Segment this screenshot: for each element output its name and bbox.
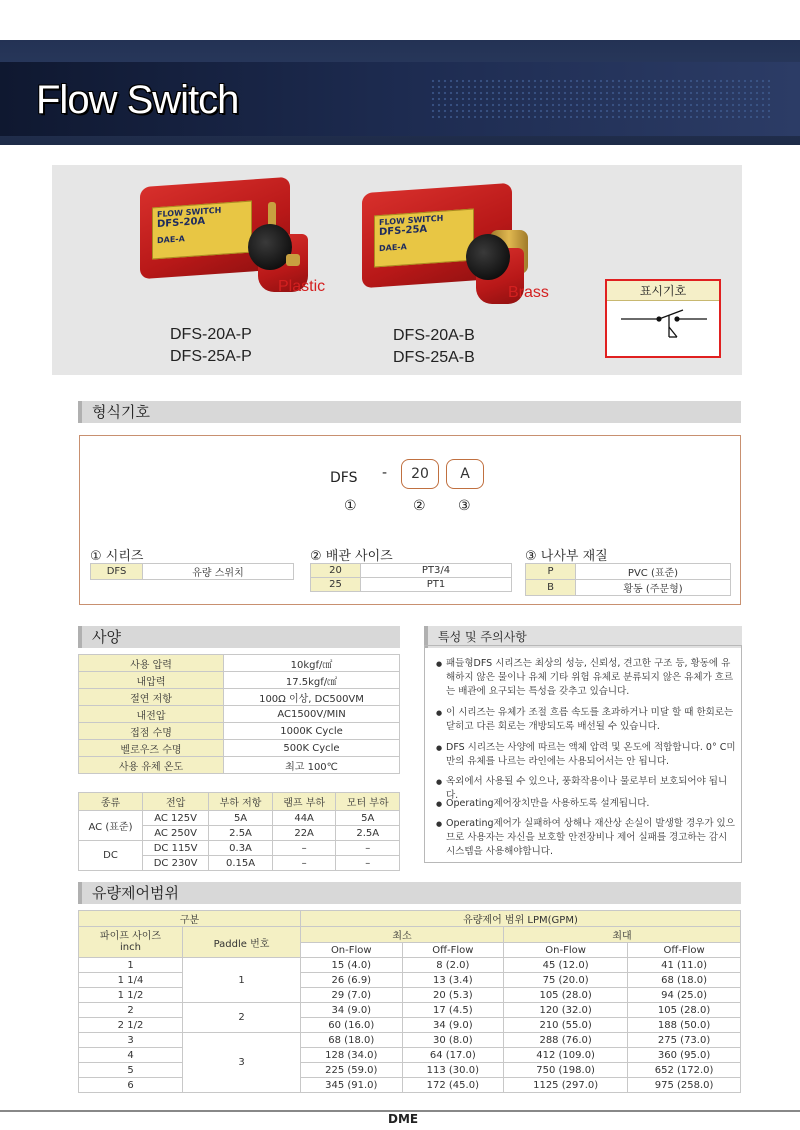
table-row — [79, 1003, 741, 1018]
column-header: 램프 부하 — [272, 793, 336, 811]
brass-models — [393, 325, 475, 369]
device-label-brand: DAE-A — [379, 242, 407, 254]
table-cell: 15 (4.0) — [301, 958, 403, 973]
column-header: On-Flow — [504, 943, 628, 958]
note-item: ● 옥외에서 사용될 수 있으나, 풍화작용이나 물로부터 보호되어야 됩니다. — [436, 775, 736, 803]
type-cell: DC — [79, 841, 143, 871]
column-header: 전압 — [143, 793, 209, 811]
table-cell: 225 (59.0) — [301, 1063, 403, 1078]
device-label-model: DFS-25A — [379, 223, 428, 239]
table-cell: 1 — [79, 958, 183, 973]
table-cell: 29 (7.0) — [301, 988, 403, 1003]
table-cell: PT1 — [361, 578, 512, 592]
table-cell: 황동 (주문형) — [576, 580, 731, 596]
column-header: 종류 — [79, 793, 143, 811]
table-cell: 20 (5.3) — [402, 988, 504, 1003]
spec-label: 내압력 — [79, 672, 224, 689]
table-cell: 34 (9.0) — [402, 1018, 504, 1033]
table-cell: 750 (198.0) — [504, 1063, 628, 1078]
table-cell: 45 (12.0) — [504, 958, 628, 973]
page-header — [0, 0, 800, 145]
pipe-size-table — [310, 563, 512, 592]
table-cell: 68 (18.0) — [301, 1033, 403, 1048]
table-cell: DC 230V — [143, 856, 209, 871]
column-header: On-Flow — [301, 943, 403, 958]
table-cell: B — [526, 580, 576, 596]
table-cell: 26 (6.9) — [301, 973, 403, 988]
column-header: 최대 — [504, 927, 741, 943]
table-cell: PVC (표준) — [576, 564, 731, 580]
table-row — [79, 757, 400, 774]
device-label — [374, 209, 474, 268]
device-label-top: FLOW SWITCH — [157, 205, 222, 220]
model-name: DFS-25A-P — [170, 348, 252, 365]
flow-section-title: 유량제어범위 — [78, 882, 741, 904]
model-name: DFS-25A-B — [393, 349, 475, 366]
table-cell: 22A — [272, 826, 336, 841]
table-cell: – — [272, 841, 336, 856]
spec-label: 사용 압력 — [79, 655, 224, 672]
paddle-cell: 2 — [183, 1003, 301, 1033]
electrical-table — [78, 792, 400, 871]
table-cell: 360 (95.0) — [628, 1048, 741, 1063]
spec-label: 사용 유체 온도 — [79, 757, 224, 774]
table-row — [79, 1048, 741, 1063]
code-marker-2: ② — [413, 498, 426, 514]
spec-label: 내전압 — [79, 706, 224, 723]
table-cell: AC 250V — [143, 826, 209, 841]
table-cell: 17 (4.5) — [402, 1003, 504, 1018]
device-label-top: FLOW SWITCH — [379, 213, 444, 228]
table-cell: 44A — [272, 811, 336, 826]
device-fitting — [286, 254, 300, 266]
spec-label: 벨로우즈 수명 — [79, 740, 224, 757]
note-item: ● DFS 시리즈는 사양에 따르는 액체 압력 및 온도에 적합합니다. 0° C미만의 유체를 나르는 라인에는 사용되어서는 안 됩니다. — [436, 741, 736, 769]
table-cell: 128 (34.0) — [301, 1048, 403, 1063]
table-row — [79, 689, 400, 706]
table-row — [79, 740, 400, 757]
table-row — [79, 723, 400, 740]
pipe-size-header: 파이프 사이즈 — [99, 931, 162, 942]
column-header: Paddle 번호 — [183, 927, 301, 958]
series-title: ① 시리즈 — [90, 549, 144, 564]
table-row — [79, 973, 741, 988]
code-prefix: DFS — [330, 470, 358, 486]
table-cell: 68 (18.0) — [628, 973, 741, 988]
table-cell: 412 (109.0) — [504, 1048, 628, 1063]
table-row — [79, 1078, 741, 1093]
table-cell: 288 (76.0) — [504, 1033, 628, 1048]
device-label — [152, 201, 252, 260]
spec-section-title: 사양 — [78, 626, 400, 648]
note-item: ● Operating제어가 실패하여 상해나 재산상 손실이 발생할 경우가 있으므로 사용자는 자신을 보호할 안전장비나 제어 실패를 경고하는 감시 시스템을 사용해야합니다. — [436, 817, 736, 859]
table-cell: 20 — [311, 564, 361, 578]
device-label-model: DFS-20A — [157, 215, 206, 231]
note-item: ● 패들형DFS 시리즈는 최상의 성능, 신뢰성, 견고한 구조 등, 황동에 유해하지 않은 물이나 유체 기타 위험 유체로 분류되지 않은 유체가 흐르는 배관에 요구되는 특성을 갖추고 있습니다. — [436, 657, 736, 699]
column-header: 유량제어 범위 LPM(GPM) — [301, 911, 741, 927]
table-row — [79, 841, 400, 856]
switch-symbol-box — [605, 279, 721, 358]
table-row — [79, 706, 400, 723]
table-cell: 2 — [79, 1003, 183, 1018]
table-cell: 94 (25.0) — [628, 988, 741, 1003]
column-header: 최소 — [301, 927, 504, 943]
table-cell: 유량 스위치 — [143, 564, 294, 580]
table-row — [311, 564, 512, 578]
table-cell: 0.3A — [209, 841, 273, 856]
column-header: Off-Flow — [402, 943, 504, 958]
spec-label: 접점 수명 — [79, 723, 224, 740]
table-cell: 1 1/4 — [79, 973, 183, 988]
table-cell: 34 (9.0) — [301, 1003, 403, 1018]
material-table — [525, 563, 731, 596]
table-cell: 6 — [79, 1078, 183, 1093]
table-cell: 8 (2.0) — [402, 958, 504, 973]
table-cell: 105 (28.0) — [628, 1003, 741, 1018]
column-header: Off-Flow — [628, 943, 741, 958]
table-cell: 3 — [79, 1033, 183, 1048]
table-cell: 975 (258.0) — [628, 1078, 741, 1093]
table-cell: 172 (45.0) — [402, 1078, 504, 1093]
table-cell: 2 1/2 — [79, 1018, 183, 1033]
spec-value: AC1500V/MIN — [224, 706, 400, 723]
type-cell: AC (표준) — [79, 811, 143, 841]
flow-table — [78, 910, 741, 1093]
spec-value: 100Ω 이상, DC500VM — [224, 689, 400, 706]
table-cell: 275 (73.0) — [628, 1033, 741, 1048]
table-cell: 30 (8.0) — [402, 1033, 504, 1048]
table-row — [526, 580, 731, 596]
paddle-cell: 1 — [183, 958, 301, 1003]
paddle-cell: 3 — [183, 1033, 301, 1093]
table-row — [79, 1018, 741, 1033]
table-row — [79, 1033, 741, 1048]
table-row — [79, 988, 741, 1003]
table-cell: 5A — [209, 811, 273, 826]
notes-section-title: 특성 및 주의사항 — [424, 626, 742, 648]
table-cell: 188 (50.0) — [628, 1018, 741, 1033]
table-cell: 25 — [311, 578, 361, 592]
table-cell: 13 (3.4) — [402, 973, 504, 988]
inch-header: inch — [120, 942, 141, 953]
model-name: DFS-20A-B — [393, 327, 475, 344]
table-cell: 1 1/2 — [79, 988, 183, 1003]
table-row — [79, 958, 741, 973]
symbol-title: 표시기호 — [607, 281, 719, 301]
table-cell: – — [336, 841, 400, 856]
table-cell: 5A — [336, 811, 400, 826]
table-header-row — [79, 911, 741, 927]
column-header: 모터 부하 — [336, 793, 400, 811]
material-title: ③ 나사부 재질 — [525, 549, 608, 564]
table-cell: 60 (16.0) — [301, 1018, 403, 1033]
column-header: 구분 — [79, 911, 301, 927]
brass-material-label: Brass — [508, 284, 549, 301]
spec-value: 17.5kgf/㎠ — [224, 672, 400, 689]
table-cell: 105 (28.0) — [504, 988, 628, 1003]
table-cell: 5 — [79, 1063, 183, 1078]
table-cell: – — [272, 856, 336, 871]
spec-table — [78, 654, 400, 774]
table-header-row — [79, 793, 400, 811]
code-box-size: 20 — [401, 459, 439, 489]
page-title: Flow Switch — [36, 78, 239, 122]
table-cell: DFS — [91, 564, 143, 580]
table-cell: 1125 (297.0) — [504, 1078, 628, 1093]
table-row — [311, 578, 512, 592]
note-item: ● Operating제어장치만을 사용하도록 설계됩니다. — [436, 797, 736, 811]
table-row — [79, 811, 400, 826]
plastic-material-label: Plastic — [278, 278, 326, 295]
spec-value: 10kgf/㎠ — [224, 655, 400, 672]
table-cell: 64 (17.0) — [402, 1048, 504, 1063]
table-cell: – — [336, 856, 400, 871]
code-dash: - — [382, 465, 388, 481]
brass-device-image — [362, 184, 532, 309]
code-marker-1: ① — [344, 498, 357, 514]
note-item: ● 이 시리즈는 유체가 조절 흐름 속도를 초과하거나 미달 할 때 한회로는 닫히고 다른 회로는 개방되도록 배선될 수 있습니다. — [436, 706, 736, 734]
footer-brand: DME — [382, 1112, 424, 1126]
spec-label: 절연 저항 — [79, 689, 224, 706]
table-cell: P — [526, 564, 576, 580]
model-code-section-title: 형식기호 — [78, 401, 741, 423]
table-cell: 41 (11.0) — [628, 958, 741, 973]
table-cell: 0.15A — [209, 856, 273, 871]
plastic-models — [170, 324, 252, 368]
table-cell: AC 125V — [143, 811, 209, 826]
code-box-material: A — [446, 459, 484, 489]
spec-value: 1000K Cycle — [224, 723, 400, 740]
table-cell: DC 115V — [143, 841, 209, 856]
table-row — [91, 564, 294, 580]
switch-symbol-icon — [607, 301, 719, 356]
device-label-brand: DAE-A — [157, 234, 185, 246]
header-top-strip — [0, 0, 800, 40]
header-dot-pattern — [430, 78, 770, 118]
table-row — [79, 655, 400, 672]
table-cell: 345 (91.0) — [301, 1078, 403, 1093]
table-cell: 4 — [79, 1048, 183, 1063]
code-marker-3: ③ — [458, 498, 471, 514]
spec-value: 최고 100℃ — [224, 757, 400, 774]
table-row — [79, 1063, 741, 1078]
series-table — [90, 563, 294, 580]
table-cell: 210 (55.0) — [504, 1018, 628, 1033]
device-knob — [466, 234, 510, 280]
table-cell: 75 (20.0) — [504, 973, 628, 988]
table-cell: 2.5A — [336, 826, 400, 841]
model-name: DFS-20A-P — [170, 326, 252, 343]
spec-value: 500K Cycle — [224, 740, 400, 757]
table-cell: 2.5A — [209, 826, 273, 841]
table-cell: 120 (32.0) — [504, 1003, 628, 1018]
column-header: 부하 저항 — [209, 793, 273, 811]
table-cell: 113 (30.0) — [402, 1063, 504, 1078]
table-row — [526, 564, 731, 580]
table-cell: 652 (172.0) — [628, 1063, 741, 1078]
table-header-row — [79, 927, 741, 943]
table-cell: PT3/4 — [361, 564, 512, 578]
pipe-size-title: ② 배관 사이즈 — [310, 549, 393, 564]
table-row — [79, 672, 400, 689]
column-header — [79, 927, 183, 958]
